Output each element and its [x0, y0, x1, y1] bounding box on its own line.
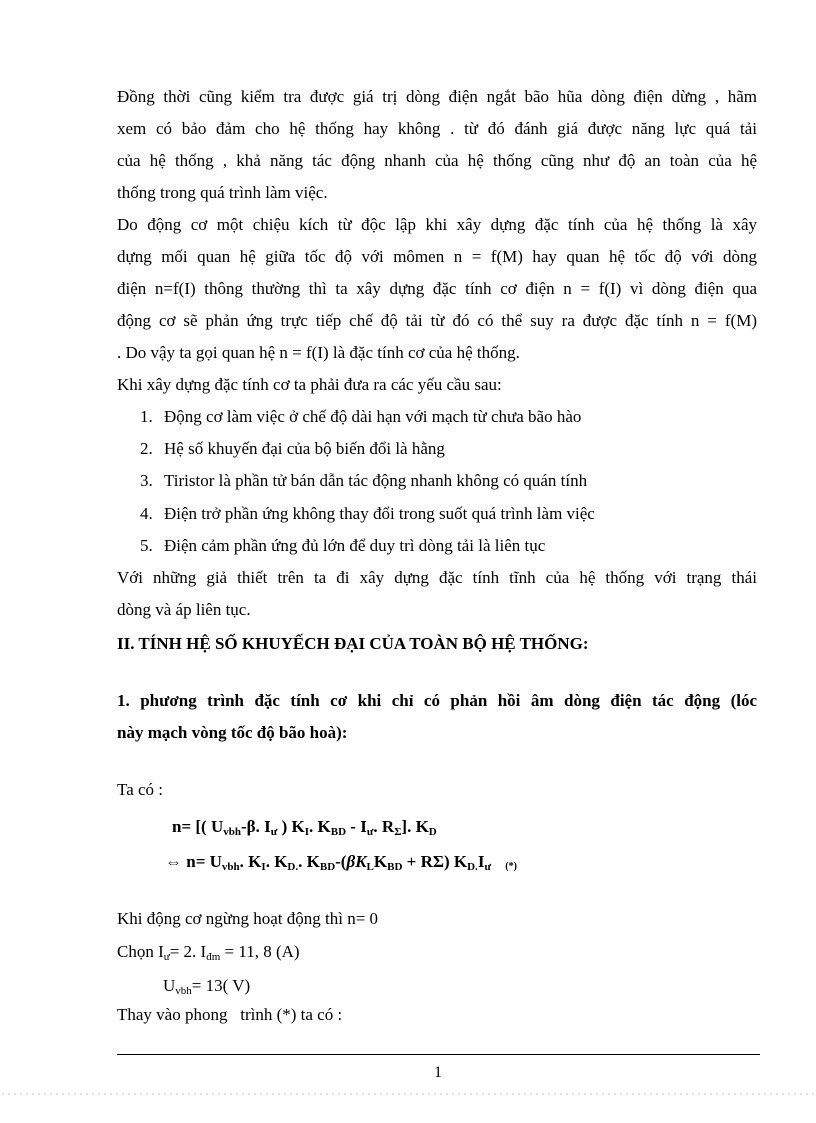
- subsection-title-line-2: này mạch vòng tốc độ bão hoà):: [117, 723, 348, 742]
- uvbh-sub: vbh: [175, 985, 192, 997]
- eq2-part: K: [355, 852, 367, 871]
- requirement-text: Điện trở phần ứng không thay đổi trong suốt quá trình làm việc: [164, 504, 595, 523]
- eq2-part: + RΣ) K: [402, 852, 468, 871]
- eq2-part: n= U: [186, 852, 222, 871]
- substitute-line: Thay vào phong trình (*) ta có :: [117, 1005, 343, 1024]
- page-number: 1: [434, 1064, 442, 1081]
- requirement-number: 3.: [140, 471, 153, 490]
- eq1-part: ]. K: [401, 817, 429, 836]
- eq1-sub: ư: [270, 826, 278, 838]
- subsection-title-line-1: 1. phương trình đặc tính cơ khi chỉ có phản hồi âm dòng điện tác động (lóc: [117, 691, 757, 710]
- choose-sub: đm: [206, 951, 221, 963]
- uvbh-part: = 13( V): [191, 976, 251, 995]
- eq1-sub: BD: [330, 826, 347, 838]
- choose-line: [117, 941, 300, 963]
- requirement-number: 1.: [140, 407, 153, 426]
- eq1-part: -β. I: [241, 817, 271, 836]
- eq2-part: . K: [265, 852, 288, 871]
- requirement-text: Điện cảm phần ứng đủ lớn để duy trì dòng tải là liên tục: [164, 536, 546, 555]
- eq1-part: . K: [309, 817, 331, 836]
- requirement-item: [140, 406, 581, 428]
- requirement-text: Tiristor là phần tử bán dẫn tác động nhanh không có quán tính: [164, 471, 588, 490]
- eq1-sub: I: [304, 826, 310, 838]
- para2-line-3: điện n=f(I) thông thường thì ta xây dựng đặc tính cơ điện n = f(I) vì dòng điện qua: [117, 279, 757, 298]
- requirement-number: 4.: [140, 504, 153, 523]
- choose-part: Chọn I: [117, 942, 164, 961]
- equivalence-arrow-icon: ⇔: [165, 852, 182, 871]
- eq2-part: . K: [298, 852, 320, 871]
- eq2-sub: D.: [287, 861, 299, 873]
- choose-sub: ư: [163, 951, 170, 963]
- requirement-number: 2.: [140, 439, 153, 458]
- footer-divider: [117, 1054, 760, 1055]
- eq2-beta: β: [346, 852, 356, 871]
- uvbh-part: U: [163, 976, 176, 995]
- eq1-sub: Σ: [394, 826, 402, 838]
- page-edge-dots: [0, 1093, 816, 1095]
- para2-line-2: dựng mối quan hệ giữa tốc độ với mômen n = f(M) hay quan hệ tốc độ với dòng: [117, 247, 757, 266]
- eq2-sub: BD: [387, 861, 403, 873]
- stop-condition: Khi động cơ ngừng hoạt động thì n= 0: [117, 909, 379, 928]
- uvbh-line: [163, 975, 250, 997]
- para2-line-5: . Do vậy ta gọi quan hệ n = f(I) là đặc tính cơ của hệ thống.: [117, 343, 520, 362]
- intro-line-1: Đồng thời cũng kiểm tra được giá trị dòng điện ngắt bão hũa dòng điện dừng , hãm: [117, 87, 757, 106]
- requirement-item: [140, 470, 587, 492]
- eq1-part: - I: [346, 817, 367, 836]
- eq2-sub: L: [366, 861, 374, 873]
- eq2-part: -(: [335, 852, 347, 871]
- eq2-part: K: [373, 852, 388, 871]
- eq2-part: I: [477, 852, 485, 871]
- intro-line-2: xem có bảo đảm cho hệ thống hay không . từ đó đánh giá được năng lực quá tải: [117, 119, 757, 138]
- equation-2: [165, 851, 517, 878]
- assumption-line-2: dòng và áp liên tục.: [117, 600, 251, 619]
- assumption-line-1: Với những giả thiết trên ta đi xây dựng đặc tính tĩnh của hệ thống với trạng thái: [117, 568, 757, 587]
- eq2-part: . K: [239, 852, 262, 871]
- requirement-number: 5.: [140, 536, 153, 555]
- eq2-sub: ư: [484, 861, 492, 873]
- eq1-part: . R: [373, 817, 395, 836]
- para2-line-4: động cơ sẽ phản ứng trực tiếp chế độ tải từ đó có thể suy ra được đặc tính n = f(M): [117, 311, 757, 330]
- choose-part: = 11, 8 (A): [220, 942, 300, 961]
- intro-line-3: của hệ thống , khả năng tác động nhanh của hệ thống cũng như độ an toàn của hệ: [117, 151, 757, 170]
- section-title: II. TÍNH HỆ SỐ KHUYẾCH ĐẠI CỦA TOÀN BỘ HỆ THỐNG:: [117, 634, 589, 653]
- eq2-sub: vbh: [221, 861, 240, 873]
- eq2-sub: BD: [319, 861, 336, 873]
- eq1-part: ) K: [277, 817, 305, 836]
- eq2-sub: D.: [467, 861, 478, 873]
- eq1-sub: vbh: [223, 826, 241, 838]
- requirement-item: [140, 438, 445, 460]
- requirement-item: [140, 535, 545, 557]
- requirement-text: Hệ số khuyến đại của bộ biến đổi là hằng: [164, 439, 445, 458]
- eq1-part: n= [( U: [172, 817, 224, 836]
- eq1-sub: ư: [366, 826, 374, 838]
- intro-line-4: thống trong quá trình làm việc.: [117, 183, 328, 202]
- requirement-text: Động cơ làm việc ở chế độ dài hạn với mạch từ chưa bão hào: [164, 407, 582, 426]
- ta-co-label: Ta có :: [117, 780, 164, 799]
- eq1-sub: D: [428, 826, 437, 838]
- eq2-sub: I: [261, 861, 266, 873]
- equation-tag: (*): [505, 861, 517, 872]
- choose-part: = 2. I: [169, 942, 207, 961]
- para2-line-1: Do động cơ một chiệu kích từ độc lập khi xây dựng đặc tính của hệ thống là xây: [117, 215, 757, 234]
- requirements-intro: Khi xây dựng đặc tính cơ ta phải đưa ra các yếu cầu sau:: [117, 375, 502, 394]
- requirement-item: [140, 503, 595, 525]
- equation-1: [172, 816, 437, 838]
